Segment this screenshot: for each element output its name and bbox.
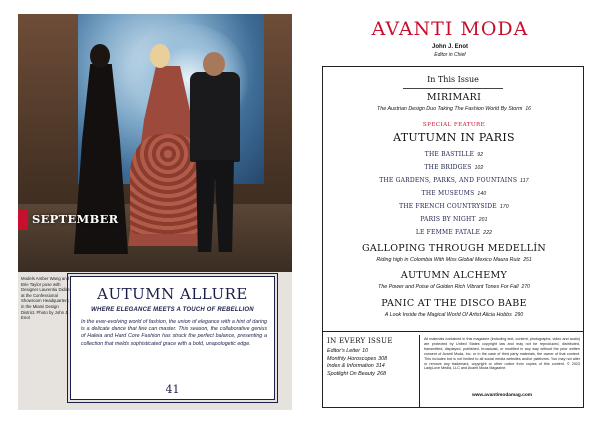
toc-sub-label: PARIS BY NIGHT <box>420 216 476 223</box>
every-issue-page: 10 <box>362 348 369 354</box>
model-left-head <box>90 44 110 68</box>
model-center-head <box>150 44 170 68</box>
toc-page-number: 117 <box>520 178 529 184</box>
feature-body: In the ever-evolving world of fashion, the union of elegance with a hint of daring is a delicate dance that few can master. This season, the collaborative genius of Haleia and Hard Core Fashion has struck the perfect balance, presenting a collection that melds sophisticated grace with a bold, unapologetic edge. <box>81 319 267 347</box>
toc-entry-description: A Look Inside the Magical World Of Artist Alicia Hobbs <box>384 312 512 318</box>
toc-divider <box>323 331 583 332</box>
toc-entry-alchemy-desc <box>327 284 581 290</box>
toc-page-number: 102 <box>474 165 484 171</box>
toc-entry-mirimari[interactable] <box>327 92 581 103</box>
toc-entry-title: GALLOPING THROUGH MEDELLÍN <box>361 243 547 254</box>
toc-page-number: 251 <box>523 257 532 263</box>
toc-entry-paris[interactable] <box>327 131 581 144</box>
toc-sub-gardens[interactable] <box>327 177 581 184</box>
designer-head <box>203 52 225 76</box>
toc-sub-label: LE FEMME FATALE <box>415 229 481 236</box>
toc-entry-title: ATUTUMN IN PARIS <box>393 131 515 144</box>
every-issue-item[interactable] <box>327 348 419 356</box>
toc-sub-label: THE GARDENS, PARKS, AND FOUNTAINS <box>379 177 518 184</box>
every-issue-label: Editor's Letter <box>327 348 361 354</box>
every-issue-page: 314 <box>375 363 385 369</box>
editor-role: Editor in Chief <box>434 52 466 58</box>
feature-subtitle: WHERE ELEGANCE MEETS A TOUCH OF REBELLION <box>91 307 254 313</box>
toc-page-number: 140 <box>477 191 487 197</box>
cover-photo <box>18 14 292 272</box>
toc-sub-femme-fatale[interactable] <box>327 229 581 236</box>
feature-box <box>70 276 275 400</box>
toc-sub-bridges[interactable] <box>327 164 581 171</box>
toc-sub-label: THE BRIDGES <box>424 164 472 171</box>
month-marker <box>18 210 28 230</box>
month-label: SEPTEMBER <box>32 212 119 226</box>
special-feature-text: SPECIAL FEATURE <box>422 122 486 128</box>
toc-page-number: 222 <box>483 230 493 236</box>
special-feature-label <box>327 122 581 128</box>
toc-sub-bastille[interactable] <box>327 151 581 158</box>
toc-sub-label: THE MUSEUMS <box>421 190 475 197</box>
toc-page-number: 16 <box>525 106 531 112</box>
every-issue-label: Index & Information <box>327 363 374 369</box>
page-number: 41 <box>165 383 180 396</box>
toc-entry-panic-desc <box>327 312 581 318</box>
toc-entry-medellin[interactable] <box>327 243 581 254</box>
toc-page-number: 270 <box>521 284 530 290</box>
section-divider <box>419 335 420 407</box>
toc-entry-title: PANIC AT THE DISCO BABE <box>381 298 527 309</box>
toc-page-number: 201 <box>478 217 488 223</box>
toc-page-number: 92 <box>477 152 484 158</box>
toc-sub-paris-by-night[interactable] <box>327 216 581 223</box>
toc-entry-description: Riding high in Colombia With Miss Global Mexico Maura Ruiz <box>376 257 521 263</box>
toc-entry-title: AUTUMN ALCHEMY <box>400 270 508 281</box>
toc-entry-description: The Power and Poise of Golden Rich Vibrant Tones For Fall <box>378 284 519 290</box>
toc-entry-title: MIRIMARI <box>426 92 482 103</box>
toc-entry-alchemy[interactable] <box>327 270 581 281</box>
magazine-title: AVANTI MODA <box>371 18 529 40</box>
every-issue-item[interactable] <box>327 356 419 364</box>
toc-sub-museums[interactable] <box>327 190 581 197</box>
toc-sub-label: THE FRENCH COUNTRYSIDE <box>399 203 497 210</box>
every-issue-heading: IN EVERY ISSUE <box>327 337 393 345</box>
table-of-contents <box>322 66 584 408</box>
feature-title: AUTUMN ALLURE <box>97 285 248 303</box>
toc-heading: In This Issue <box>427 75 479 84</box>
legal-notice: All materials contained in this magazine (including text, content, photographs, video and audio) are protected by United States copyright law and may not be reproduced, distributed, transmitted, displayed, published, broadcast, or modified in any way without the prior written consent of Avanti Moda, Inc. or in the case of third party materials, the owner of that content. This includes but is not limited to all social media websites and/or platforms. You may not alter or remove any trademark, copyright or other notice from copies of this content. © 2023 LadyLove Media, LLC and Avanti Moda Magazine. <box>424 337 580 371</box>
editor-name: John J. Enot <box>432 44 468 50</box>
left-page <box>18 14 292 410</box>
website-link[interactable]: www.avantimodamag.com <box>471 393 533 398</box>
every-issue-item[interactable] <box>327 371 419 379</box>
every-issue-item[interactable] <box>327 363 419 371</box>
toc-entry-medellin-desc <box>327 257 581 263</box>
toc-entry-description: The Austrian Design Duo Taking The Fashion World By Storm <box>377 106 523 112</box>
toc-page-number: 170 <box>499 204 509 210</box>
toc-page-number: 290 <box>514 312 524 318</box>
every-issue-label: Monthly Horoscopes <box>327 355 377 362</box>
photo-caption: Models Amber Wang and Brie Taylor pose with Designer Laurentiu Didire at the Confessional Showroom Headquarters in the Miami Design District. Photo by John J. Enot <box>21 276 70 321</box>
every-issue-section <box>327 337 419 403</box>
toc-entry-panic[interactable] <box>327 298 581 309</box>
every-issue-page: 268 <box>376 370 386 377</box>
every-issue-label: Spotlight On Beauty <box>327 370 375 377</box>
toc-sub-countryside[interactable] <box>327 203 581 210</box>
designer-figure <box>190 72 240 162</box>
toc-heading-rule <box>403 88 503 89</box>
toc-sub-label: THE BASTILLE <box>424 151 475 158</box>
every-issue-page: 308 <box>378 355 388 362</box>
toc-entry-mirimari-desc <box>327 106 581 112</box>
